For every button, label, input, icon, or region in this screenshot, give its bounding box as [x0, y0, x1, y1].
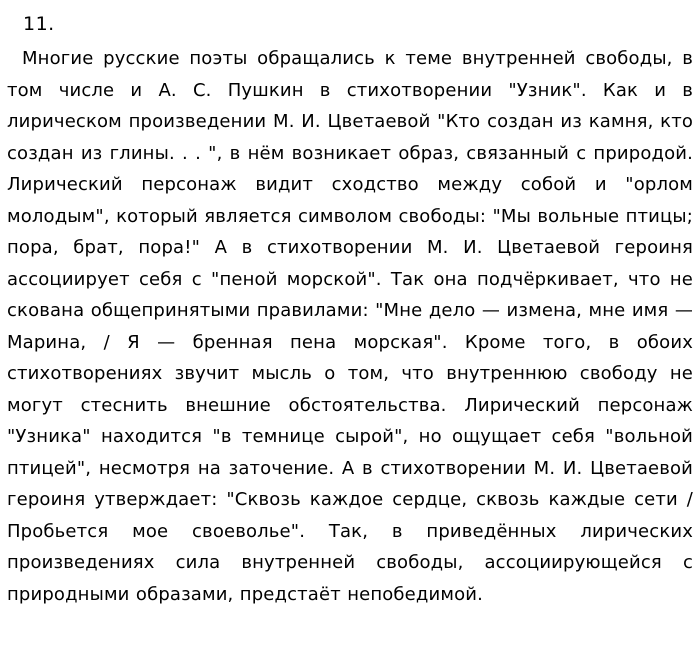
task-number: 11.: [23, 13, 55, 35]
answer-paragraph: Многие русские поэты обращались к теме внутренней свободы, в том числе и А. С. Пушкин в стихотворении "Узник". Как и в лирическом произведении М. И. Цветаевой "Кто создан из камня, кто создан из глины. . . ", в нём возникает образ, связанный с природой. Лирический персонаж видит сходство между собой и "орлом молодым", который является символом свободы: "Мы вольные птицы; пора, брат, пора!" А в стихотворении М. И. Цветаевой героиня ассоциирует себя с "пеной морской". Так она подчёркивает, что не скована общепринятыми правилами: "Мне дело — измена, мне имя — Марина, / Я — бренная пена морская". Кроме того, в обоих стихотворениях звучит мысль о том, что внутреннюю свободу не могут стеснить внешние обстоятельства. Лирический персонаж "Узника" находится "в темнице сырой", но ощущает себя "вольной птицей", несмотря на заточение. А в стихотворении М. И. Цветаевой героиня утверждает: "Сквозь каждое сердце, сквозь каждые сети / Пробьется мое своеволье". Так, в приведённых лирических произведениях сила внутренней свободы, ассоциирующейся с природными образами, предстаёт непобедимой.: [7, 48, 693, 605]
